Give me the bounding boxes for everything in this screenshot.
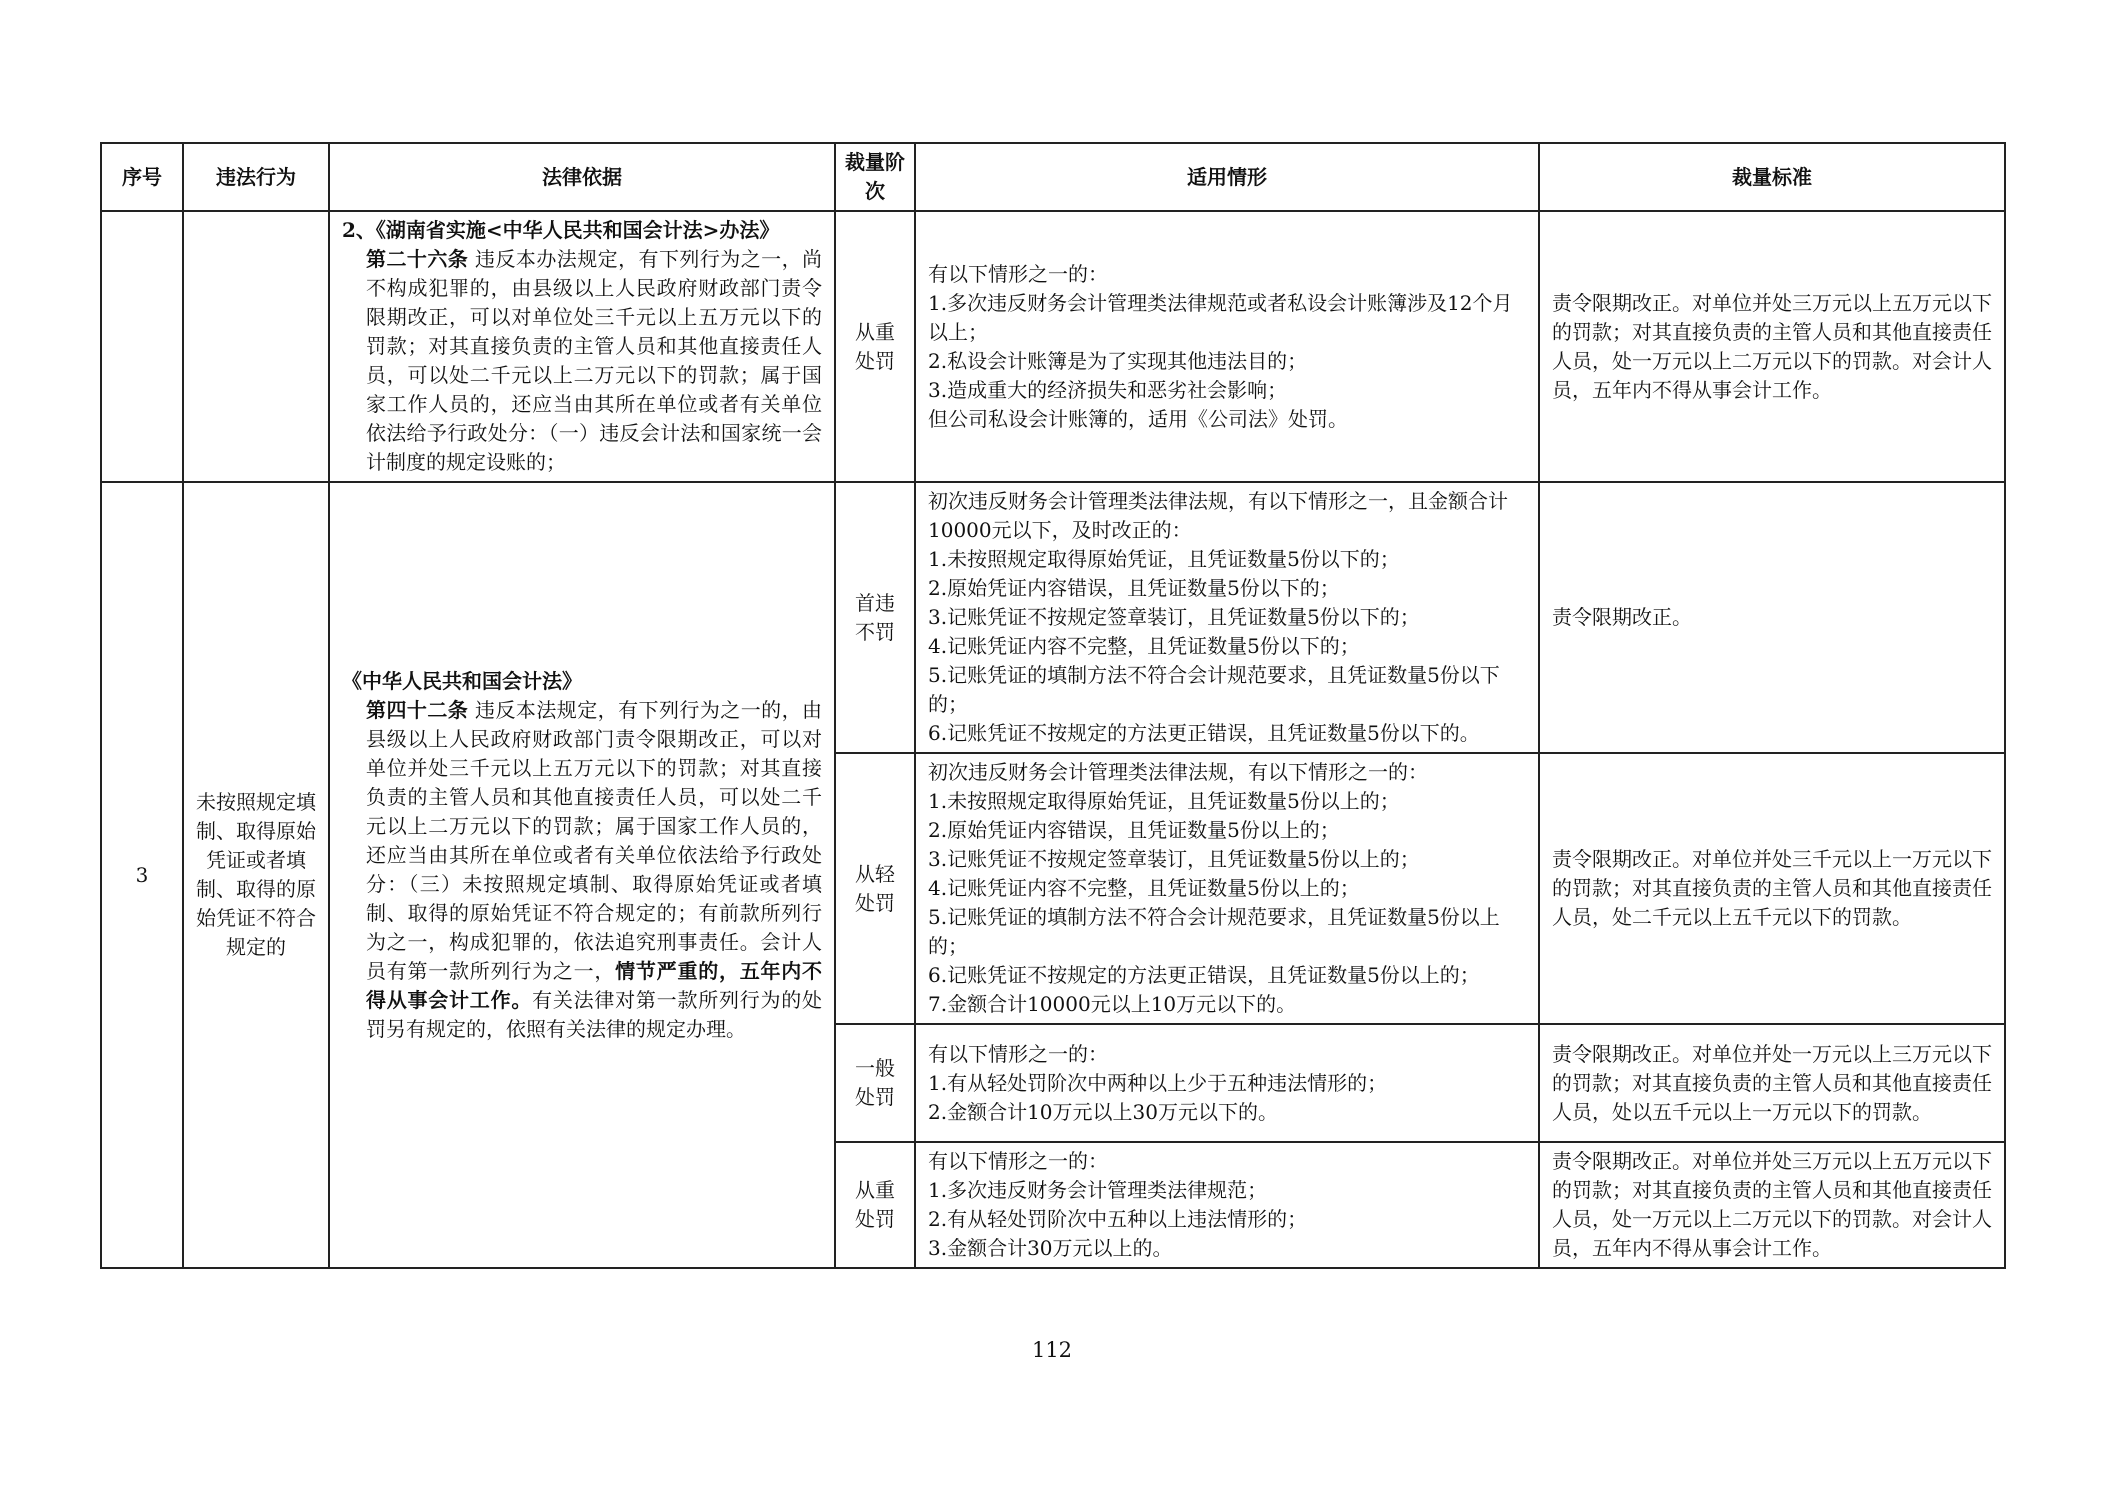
- law-article: 第四十二条: [366, 698, 469, 722]
- condition-line: 3.造成重大的经济损失和恶劣社会影响；: [928, 377, 1288, 402]
- law-text: 违反本办法规定，有下列行为之一，尚不构成犯罪的，由县级以上人民政府财政部门责令限期改正，可以对单位处三千元以上五万元以下的罚款；对其直接负责的主管人员和其他直接责任人员，可以处二千元以上二万元以下的罚款；属于国家工作人员的，还应当由其所在单位或者有关单位依法给予行政处分：（一）违反会计法和国家统一会计制度的规定设账的；: [366, 247, 823, 474]
- condition-line: 3.金额合计30万元以上的。: [928, 1236, 1173, 1260]
- header-number: 序号: [101, 143, 183, 211]
- standard-cell: 责令限期改正。对单位并处三万元以上五万元以下的罚款；对其直接负责的主管人员和其他直接责任人员，处一万元以上二万元以下的罚款。对会计人员，五年内不得从事会计工作。: [1539, 211, 2005, 482]
- condition-line: 6.记账凭证不按规定的方法更正错误，且凭证数量5份以下的。: [928, 721, 1480, 745]
- standard-cell: 责令限期改正。对单位并处三万元以上五万元以下的罚款；对其直接负责的主管人员和其他直接责任人员，处一万元以上二万元以下的罚款。对会计人员，五年内不得从事会计工作。: [1539, 1142, 2005, 1268]
- stage-cell: 首违不罚: [835, 482, 915, 753]
- table-row: [101, 482, 2005, 753]
- conditions-cell: [915, 1024, 1539, 1142]
- stage-cell: 从重处罚: [835, 211, 915, 482]
- condition-line: 初次违反财务会计管理类法律法规，有以下情形之一，且金额合计10000元以下，及时改正的：: [928, 489, 1508, 542]
- standard-cell: 责令限期改正。: [1539, 482, 2005, 753]
- condition-line: 2.原始凭证内容错误，且凭证数量5份以下的；: [928, 576, 1340, 600]
- law-article: 第二十六条: [366, 247, 469, 271]
- standard-cell: 责令限期改正。对单位并处三千元以上一万元以下的罚款；对其直接负责的主管人员和其他直接责任人员，处二千元以上五千元以下的罚款。: [1539, 753, 2005, 1024]
- conditions-cell: [915, 211, 1539, 482]
- condition-line: 有以下情形之一的：: [928, 261, 1108, 286]
- legal-basis-cell: [329, 211, 835, 482]
- penalty-table: [100, 142, 2006, 1269]
- page-number: 112: [1031, 1338, 1073, 1362]
- row-number-cell: 3: [101, 482, 183, 1268]
- header-row: [101, 143, 2005, 211]
- condition-line: 4.记账凭证内容不完整，且凭证数量5份以下的；: [928, 634, 1360, 658]
- condition-line: 7.金额合计10000元以上10万元以下的。: [928, 992, 1297, 1016]
- violation-cell: [183, 211, 329, 482]
- violation-cell: 未按照规定填制、取得原始凭证或者填制、取得的原始凭证不符合规定的: [183, 482, 329, 1268]
- conditions-cell: [915, 753, 1539, 1024]
- condition-line: 2.有从轻处罚阶次中五种以上违法情形的；: [928, 1207, 1308, 1231]
- condition-line: 初次违反财务会计管理类法律法规，有以下情形之一的：: [928, 760, 1428, 784]
- condition-line: 6.记账凭证不按规定的方法更正错误，且凭证数量5份以上的；: [928, 963, 1480, 987]
- condition-line: 1.多次违反财务会计管理类法律规范或者私设会计账簿涉及12个月以上；: [928, 290, 1513, 344]
- stage-cell: 从重处罚: [835, 1142, 915, 1268]
- condition-line: 1.有从轻处罚阶次中两种以上少于五种违法情形的；: [928, 1070, 1388, 1095]
- condition-line: 有以下情形之一的：: [928, 1041, 1108, 1066]
- header-conditions: 适用情形: [915, 143, 1539, 211]
- standard-cell: 责令限期改正。对单位并处一万元以上三万元以下的罚款；对其直接负责的主管人员和其他直接责任人员，处以五千元以上一万元以下的罚款。: [1539, 1024, 2005, 1142]
- law-title: 《中华人民共和国会计法》: [342, 669, 582, 693]
- legal-basis-cell: [329, 482, 835, 1268]
- condition-line: 2.金额合计10万元以上30万元以下的。: [928, 1099, 1278, 1124]
- condition-line: 2.私设会计账簿是为了实现其他违法目的；: [928, 348, 1308, 373]
- header-legal-basis: 法律依据: [329, 143, 835, 211]
- header-stage: 裁量阶次: [835, 143, 915, 211]
- condition-line: 1.多次违反财务会计管理类法律规范；: [928, 1178, 1268, 1202]
- condition-line: 5.记账凭证的填制方法不符合会计规范要求，且凭证数量5份以下的；: [928, 663, 1500, 716]
- condition-line: 3.记账凭证不按规定签章装订，且凭证数量5份以下的；: [928, 605, 1420, 629]
- header-violation: 违法行为: [183, 143, 329, 211]
- condition-line: 1.未按照规定取得原始凭证，且凭证数量5份以下的；: [928, 547, 1400, 571]
- law-text-emphasis: 情节严重的，五年内不得从事会计工作。: [366, 959, 823, 1012]
- law-text: 违反本法规定，有下列行为之一的，由县级以上人民政府财政部门责令限期改正，可以对单位并处三千元以上五万元以下的罚款；对其直接负责的主管人员和其他直接责任人员，可以处二千元以上二万元以下的罚款；属于国家工作人员的，还应当由其所在单位或者有关单位依法给予行政处分：（三）未按照规定填制、取得原始凭证或者填制、取得的原始凭证不符合规定的；有前款所列行为之一，构成犯罪的，依法追究刑事责任。会计人员有第一款所列行为之一，: [366, 698, 823, 983]
- stage-cell: 从轻处罚: [835, 753, 915, 1024]
- header-standard: 裁量标准: [1539, 143, 2005, 211]
- condition-line: 3.记账凭证不按规定签章装订，且凭证数量5份以上的；: [928, 847, 1420, 871]
- condition-line: 1.未按照规定取得原始凭证，且凭证数量5份以上的；: [928, 789, 1400, 813]
- condition-line: 2.原始凭证内容错误，且凭证数量5份以上的；: [928, 818, 1340, 842]
- row-number-cell: [101, 211, 183, 482]
- law-title: 2、《湖南省实施<中华人民共和国会计法>办法》: [342, 218, 780, 242]
- table-row: [101, 211, 2005, 482]
- conditions-cell: [915, 482, 1539, 753]
- condition-line: 有以下情形之一的：: [928, 1149, 1108, 1173]
- condition-line: 5.记账凭证的填制方法不符合会计规范要求，且凭证数量5份以上的；: [928, 905, 1500, 958]
- condition-line: 但公司私设会计账簿的，适用《公司法》处罚。: [928, 406, 1348, 431]
- conditions-cell: [915, 1142, 1539, 1268]
- condition-line: 4.记账凭证内容不完整，且凭证数量5份以上的；: [928, 876, 1360, 900]
- law-text: 有关法律对第一款所列行为的处罚另有规定的，依照有关法律的规定办理。: [366, 988, 823, 1041]
- stage-cell: 一般处罚: [835, 1024, 915, 1142]
